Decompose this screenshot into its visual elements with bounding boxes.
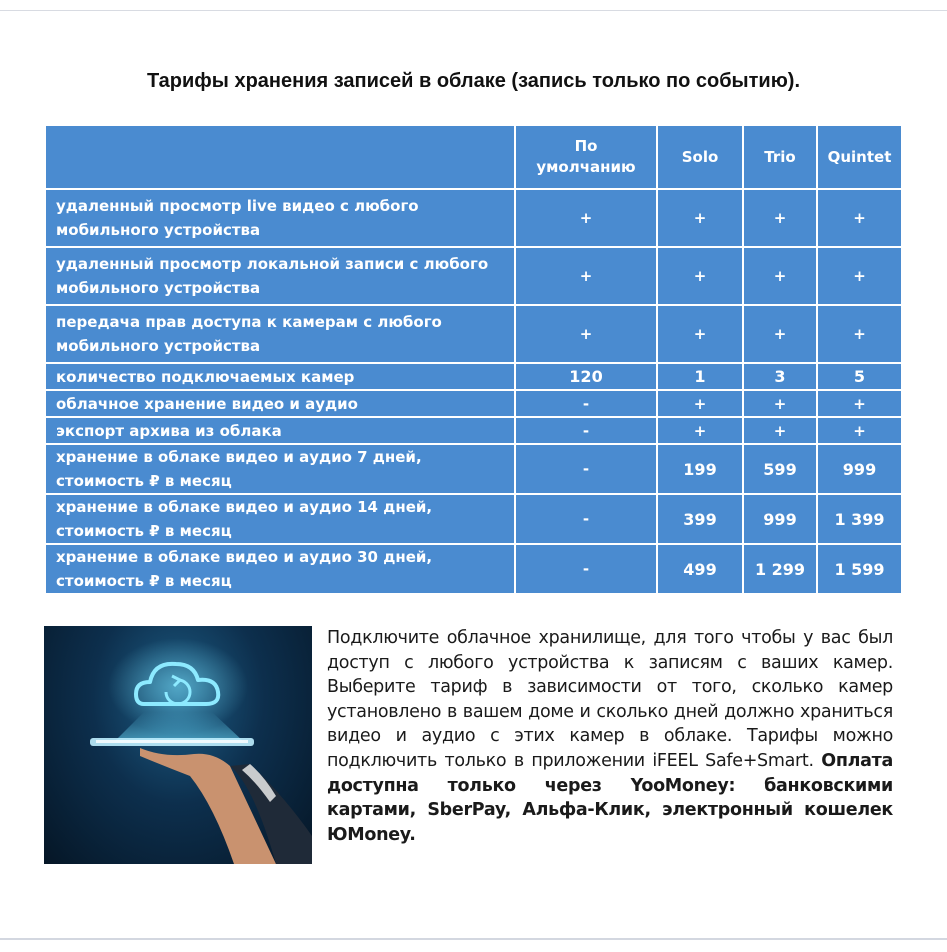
value-cell: 1 399 <box>817 494 902 544</box>
value-cell: - <box>515 417 657 444</box>
value-cell: + <box>657 247 743 305</box>
table-row <box>45 417 902 444</box>
value-cell: + <box>657 417 743 444</box>
value-cell: 5 <box>817 363 902 390</box>
value-cell: 199 <box>657 444 743 494</box>
feature-cell: облачное хранение видео и аудио <box>45 390 515 417</box>
value-cell: + <box>817 305 902 363</box>
value-cell: + <box>515 189 657 247</box>
feature-cell: передача прав доступа к камерам с любого мобильного устройства <box>45 305 515 363</box>
value-cell: + <box>743 189 817 247</box>
value-cell: 120 <box>515 363 657 390</box>
bottom-divider <box>0 938 947 940</box>
value-cell: + <box>657 305 743 363</box>
feature-cell: хранение в облаке видео и аудио 14 дней, стоимость ₽ в месяц <box>45 494 515 544</box>
value-cell: + <box>743 247 817 305</box>
value-cell: - <box>515 390 657 417</box>
value-cell: 3 <box>743 363 817 390</box>
header-feature <box>45 125 515 189</box>
table-row <box>45 494 902 544</box>
table-header-row <box>45 125 902 189</box>
value-cell: - <box>515 444 657 494</box>
table-row <box>45 189 902 247</box>
description-text <box>327 626 893 847</box>
value-cell: + <box>817 417 902 444</box>
value-cell: 999 <box>817 444 902 494</box>
table-row <box>45 390 902 417</box>
value-cell: + <box>657 390 743 417</box>
feature-cell: удаленный просмотр локальной записи с любого мобильного устройства <box>45 247 515 305</box>
table-row <box>45 363 902 390</box>
value-cell: 1 299 <box>743 544 817 594</box>
value-cell: + <box>817 247 902 305</box>
description-regular: Подключите облачное хранилище, для того чтобы у вас был доступ с любого устройства к записям с ваших камер. Выберите тариф в зависимости от того, сколько камер установлено в вашем доме и сколько дней должно храниться видео и аудио с этих камер в облаке. Тарифы можно подключить только в приложении iFEEL Safe+Smart. <box>327 628 893 771</box>
header-trio: Trio <box>743 125 817 189</box>
cloud-on-tablet-icon <box>44 626 312 864</box>
value-cell: + <box>743 305 817 363</box>
value-cell: 499 <box>657 544 743 594</box>
header-default: По умолчанию <box>515 125 657 189</box>
header-solo: Solo <box>657 125 743 189</box>
feature-cell: количество подключаемых камер <box>45 363 515 390</box>
value-cell: + <box>515 305 657 363</box>
page-title: Тарифы хранения записей в облаке (запись только по событию). <box>146 70 801 92</box>
table-row <box>45 305 902 363</box>
value-cell: 1 <box>657 363 743 390</box>
value-cell: + <box>743 390 817 417</box>
tariff-table <box>44 124 903 595</box>
feature-cell: экспорт архива из облака <box>45 417 515 444</box>
value-cell: + <box>817 189 902 247</box>
table-row <box>45 544 902 594</box>
top-divider <box>0 10 947 11</box>
value-cell: - <box>515 544 657 594</box>
info-section <box>44 626 895 866</box>
value-cell: - <box>515 494 657 544</box>
feature-cell: хранение в облаке видео и аудио 30 дней, стоимость ₽ в месяц <box>45 544 515 594</box>
value-cell: + <box>515 247 657 305</box>
cloud-tablet-illustration <box>44 626 312 864</box>
header-quintet: Quintet <box>817 125 902 189</box>
value-cell: 999 <box>743 494 817 544</box>
feature-cell: хранение в облаке видео и аудио 7 дней, стоимость ₽ в месяц <box>45 444 515 494</box>
feature-cell: удаленный просмотр live видео с любого мобильного устройства <box>45 189 515 247</box>
value-cell: + <box>817 390 902 417</box>
value-cell: 1 599 <box>817 544 902 594</box>
value-cell: 399 <box>657 494 743 544</box>
value-cell: 599 <box>743 444 817 494</box>
table-row <box>45 444 902 494</box>
table-row <box>45 247 902 305</box>
value-cell: + <box>657 189 743 247</box>
value-cell: + <box>743 417 817 444</box>
description-bold: Оплата доступна только через YooMoney: банковскими картами, SberPay, Альфа-Клик, электронный кошелек ЮMoney. <box>327 750 893 845</box>
